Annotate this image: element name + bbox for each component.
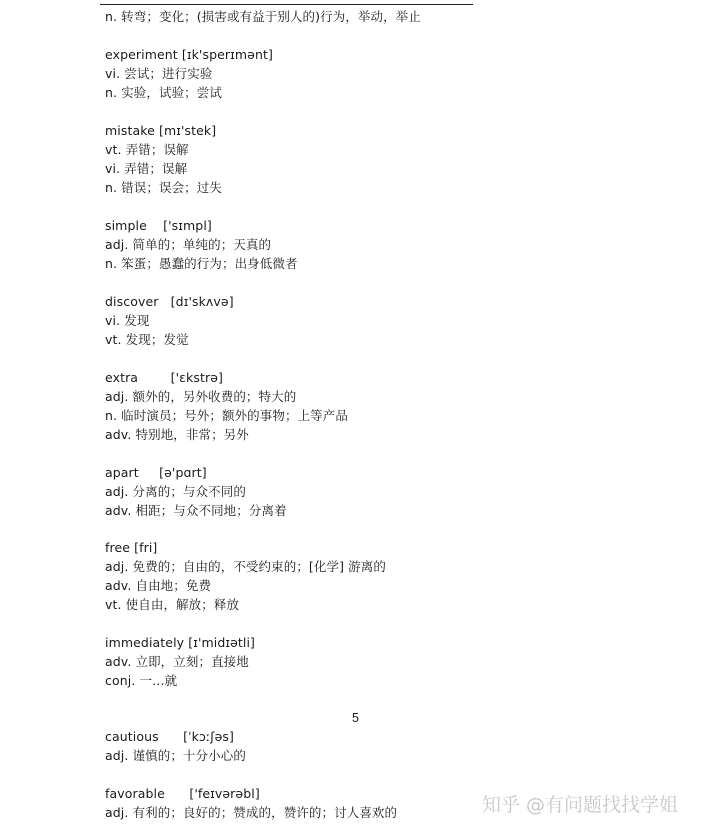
entry-line: free [fri] — [105, 540, 158, 555]
entry-line: adv. 相距；与众不同地；分离着 — [105, 503, 287, 518]
entry-line: adv. 立即，立刻；直接地 — [105, 654, 249, 669]
entry-line: favorable ['feɪvərəbl] — [105, 786, 260, 801]
entry-line: adj. 谨慎的；十分小心的 — [105, 748, 246, 763]
entry-line: vi. 弄错；误解 — [105, 161, 188, 176]
entry-line: adj. 有利的；良好的；赞成的，赞许的；讨人喜欢的 — [105, 805, 398, 820]
entry-line: mistake [mɪ'stek] — [105, 123, 217, 138]
entry-line: discover [dɪ'skʌvə] — [105, 294, 234, 309]
entry-line: n. 笨蛋；愚蠢的行为；出身低微者 — [105, 256, 298, 271]
entry-line: n. 实验，试验；尝试 — [105, 85, 222, 100]
entry-line: vt. 使自由，解放；释放 — [105, 597, 240, 612]
entry-line: adv. 自由地；免费 — [105, 578, 212, 593]
entry-line: adj. 额外的，另外收费的；特大的 — [105, 389, 297, 404]
entry-line: simple ['sɪmpl] — [105, 218, 212, 233]
entry-line: adj. 分离的；与众不同的 — [105, 484, 246, 499]
watermark: 知乎 @有问题找找学姐 — [482, 794, 679, 816]
entry-line: vt. 发现；发觉 — [105, 332, 189, 347]
entry-line: conj. 一…就 — [105, 673, 178, 688]
entry-line: apart [ə'pɑrt] — [105, 465, 207, 480]
entry-line: adv. 特别地，非常；另外 — [105, 427, 249, 442]
entry-line: n. 转弯；变化；(损害或有益于别人的)行为，举动，举止 — [105, 9, 421, 24]
entry-line: adj. 简单的；单纯的；天真的 — [105, 237, 272, 252]
entry-line: n. 错误；误会；过失 — [105, 180, 222, 195]
entry-line: vi. 发现 — [105, 313, 150, 328]
entry-line: vi. 尝试；进行实验 — [105, 66, 213, 81]
entry-line: immediately [ɪ'midɪətli] — [105, 635, 256, 650]
entry-line: experiment [ɪk'sperɪmənt] — [105, 47, 273, 62]
entry-line: extra ['ɛkstrə] — [105, 370, 223, 385]
entry-line: vt. 弄错；误解 — [105, 142, 189, 157]
top-rule — [100, 4, 473, 5]
entry-line: adj. 免费的；自由的，不受约束的；[化学] 游离的 — [105, 559, 386, 574]
entry-line: cautious [ˈkɔːʃəs] — [105, 729, 234, 744]
entry-line: n. 临时演员；号外；额外的事物；上等产品 — [105, 408, 348, 423]
page-number: 5 — [352, 711, 359, 725]
